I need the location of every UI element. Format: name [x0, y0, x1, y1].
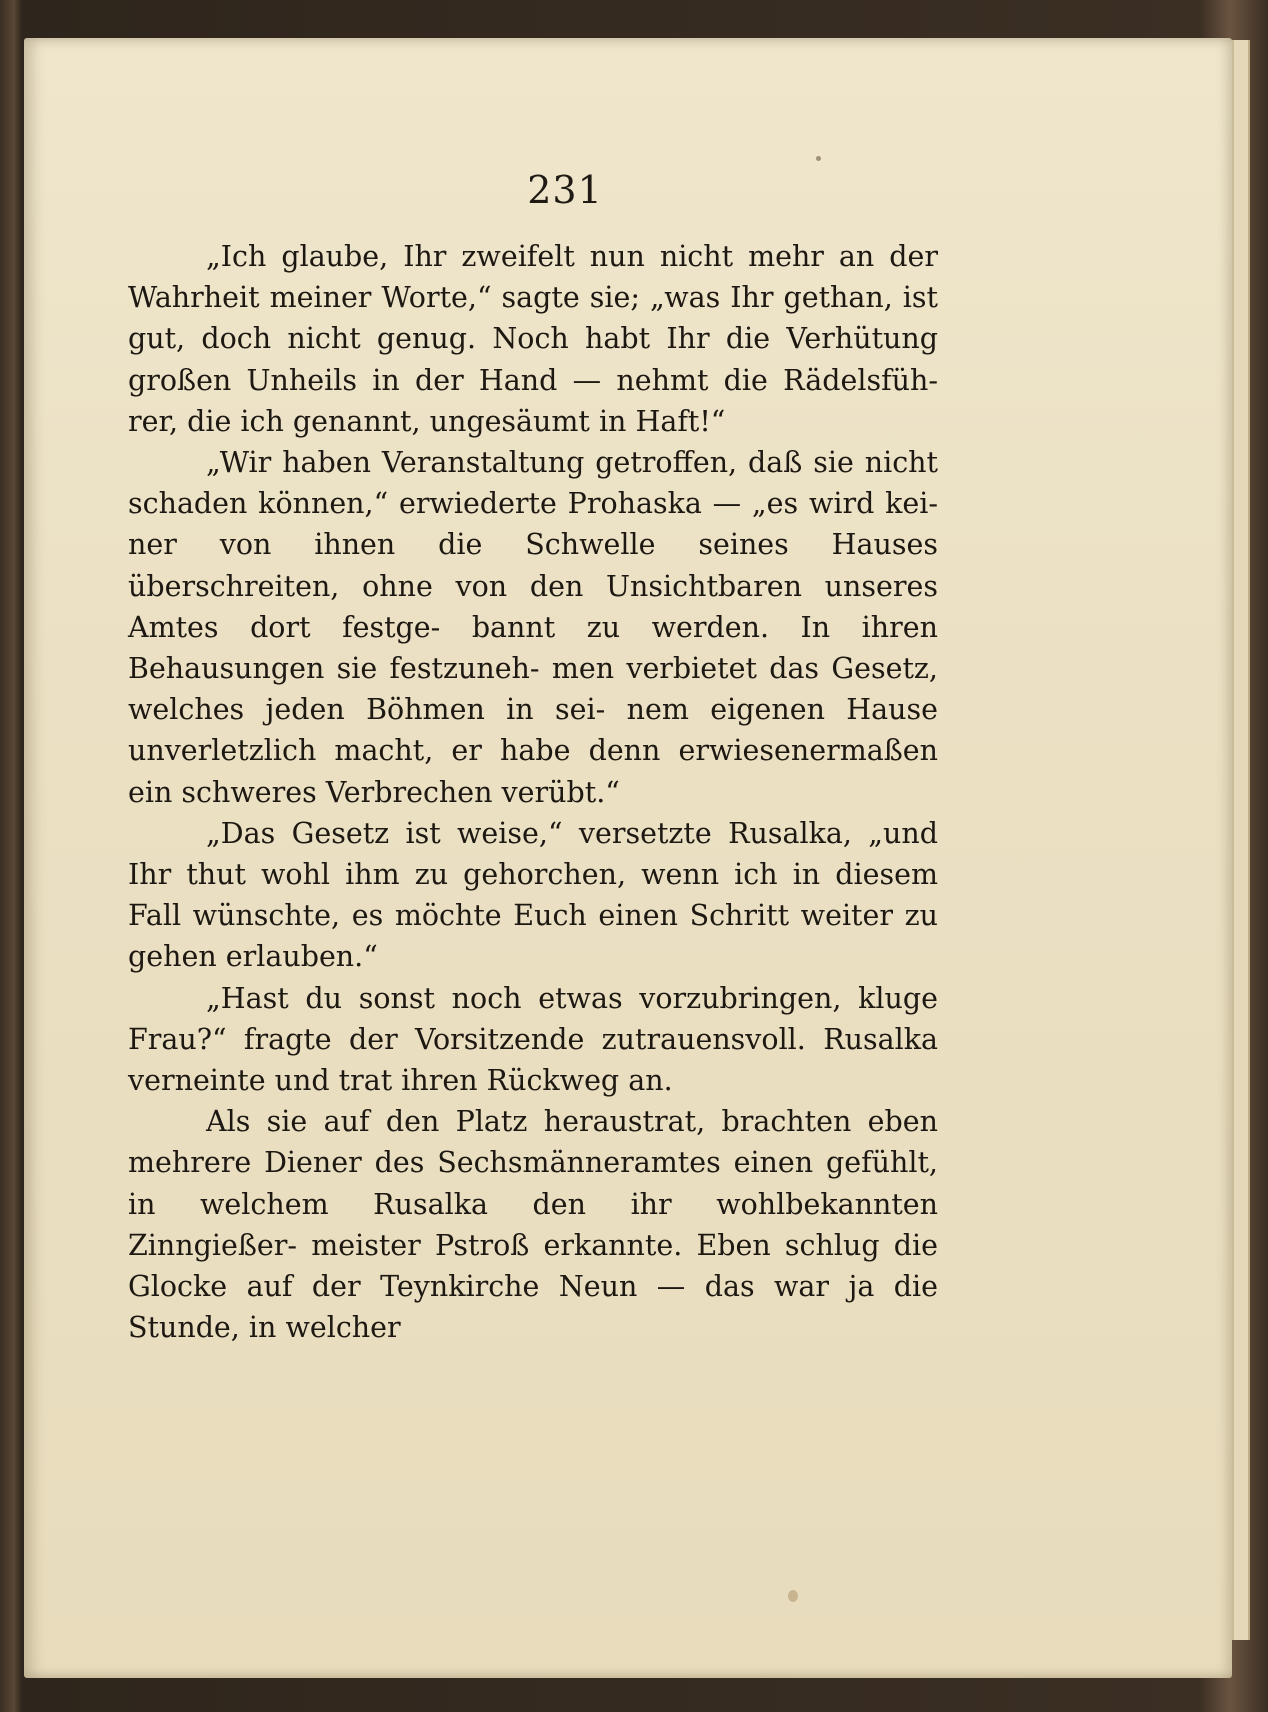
paragraph: „Wir haben Veranstaltung getroffen, daß sie nicht schaden können,“ erwiederte Prohaska — „es wird kei- ner von ihnen die Schwelle seines Hauses überschreiten, ohne von den Unsichtbaren unseres Amtes dort festge- bannt zu werden. In ihren Behausungen sie festzuneh- men verbietet das Gesetz, welches jeden Böhmen in sei- nem eigenen Hause unverletzlich macht, er habe denn erwiesenermaßen ein schweres Verbrechen verübt.“: [128, 446, 938, 809]
paragraph: „Das Gesetz ist weise,“ versetzte Rusalka, „und Ihr thut wohl ihm zu gehorchen, wenn ich in diesem Fall wünschte, es möchte Euch einen Schritt weiter zu gehen erlauben.“: [128, 816, 938, 974]
body-text: [128, 236, 938, 1348]
paper-speck: [788, 1590, 798, 1602]
paragraph: „Hast du sonst noch etwas vorzubringen, kluge Frau?“ fragte der Vorsitzende zutrauensvoll. Rusalka verneinte und trat ihren Rückweg an.: [128, 981, 938, 1098]
paragraph: „Ich glaube, Ihr zweifelt nun nicht mehr an der Wahrheit meiner Worte,“ sagte sie; „was Ihr gethan, ist gut, doch nicht genug. Noch habt Ihr die Verhütung großen Unheils in der Hand — nehmt die Rädelsfüh- rer, die ich genannt, ungesäumt in Haft!“: [128, 240, 938, 438]
paper-speck: [816, 156, 821, 161]
paragraph: Als sie auf den Platz heraustrat, brachten eben mehrere Diener des Sechsmänneramtes einen gefühlt, in welchem Rusalka den ihr wohlbekannten Zinngießer- meister Pstroß erkannte. Eben schlug die Glocke auf der Teynkirche Neun — das war ja die Stunde, in welcher: [128, 1105, 938, 1345]
page-number: 231: [527, 168, 603, 212]
page-edges: [1232, 40, 1250, 1640]
